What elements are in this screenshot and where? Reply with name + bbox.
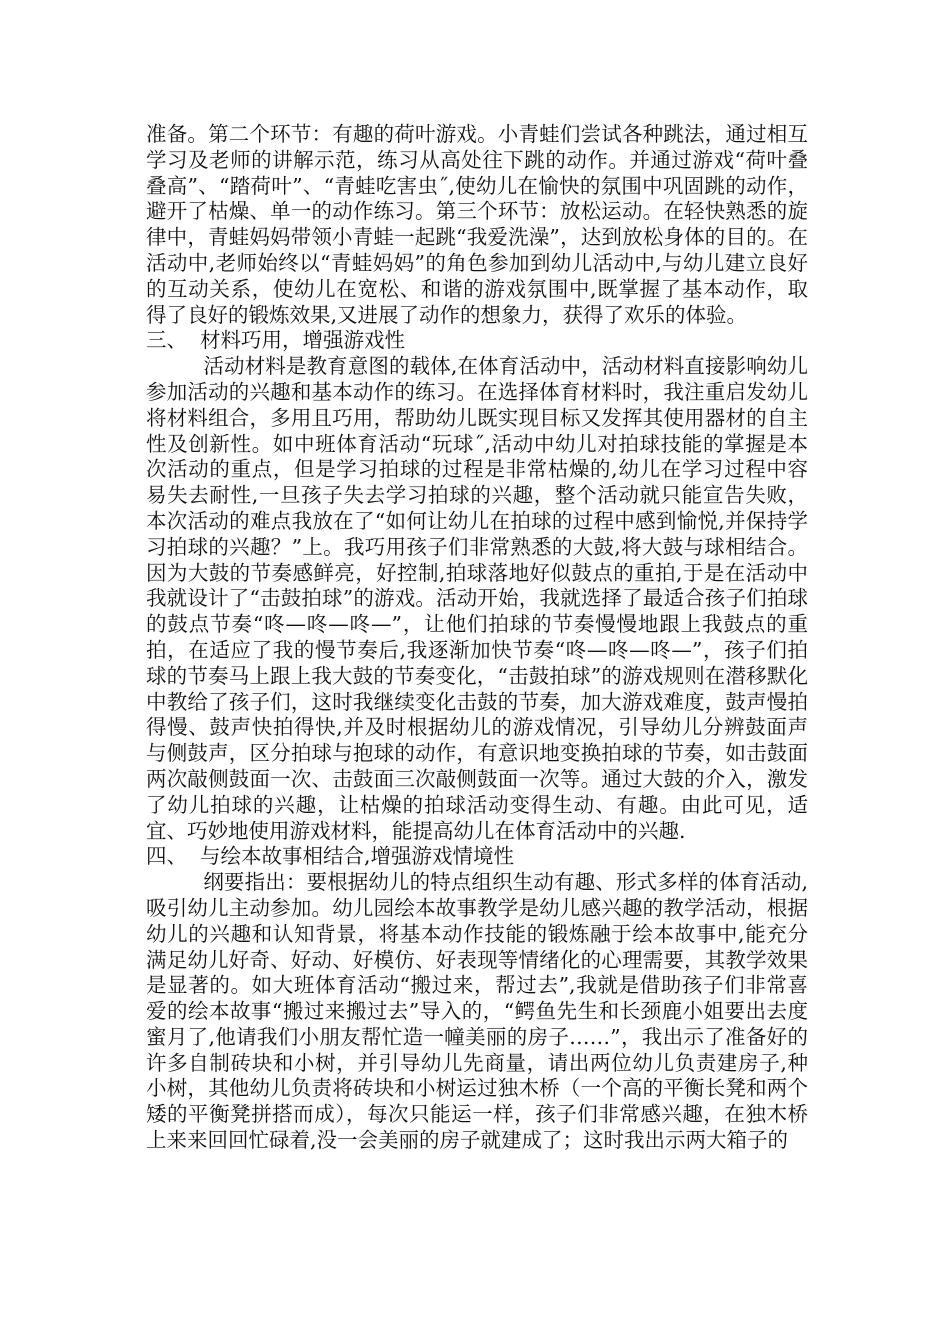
section-heading-picture-books: 四、 与绘本故事相结合,增强游戏情境性 — [146, 844, 515, 869]
paragraph-materials: 活动材料是教育意图的载体,在体育活动中，活动材料直接影响幼儿参加活动的兴趣和基本动作的练习。在选择体育材料时，我注重启发幼儿将材料组合，多用且巧用，帮助幼儿既实现目标又发挥其使用器材的自主性及创新性。如中班体育活动“玩球˝,活动中幼儿对拍球技能的掌握是本次活动的重点，但是学习拍球的过程是非常枯燥的,幼儿在学习过程中容易失去耐性,一旦孩子失去学习拍球的兴趣，整个活动就只能宣告失败，本次活动的难点我放在了“如何让幼儿在拍球的过程中感到愉悦,并保持学习拍球的兴趣？”上。我巧用孩子们非常熟悉的大鼓,将大鼓与球相结合。因为大鼓的节奏感鲜亮，好控制,拍球落地好似鼓点的重拍,于是在活动中我就设计了“击鼓拍球”的游戏。活动开始，我就选择了最适合孩子们拍球的鼓点节奏“咚—咚—咚—”，让他们拍球的节奏慢慢地跟上我鼓点的重拍，在适应了我的慢节奏后,我逐渐加快节奏“咚—咚—咚—”，孩子们拍球的节奏马上跟上我大鼓的节奏变化，“击鼓拍球”的游戏规则在潜移默化中教给了孩子们，这时我继续变化击鼓的节奏，加大游戏难度，鼓声慢拍得慢、鼓声快拍得快,并及时根据幼儿的游戏情况，引导幼儿分辨鼓面声与侧鼓声，区分拍球与抱球的动作，有意识地变换拍球的节奏，如击鼓面两次敲侧鼓面一次、击鼓面三次敲侧鼓面一次等。通过大鼓的介入，激发了幼儿拍球的兴趣，让枯燥的拍球活动变得生动、有趣。由此可见，适宜、巧妙地使用游戏材料，能提高幼儿在体育活动中的兴趣. — [146, 354, 808, 843]
section-heading-materials: 三、 材料巧用，增强游戏性 — [146, 328, 406, 353]
paragraph-picture-books: 纲要指出：要根据幼儿的特点组织生动有趣、形式多样的体育活动,吸引幼儿主动参加。幼儿园绘本故事教学是幼儿感兴趣的教学活动，根据幼儿的兴趣和认知背景，将基本动作技能的锻炼融于绘本故事中,能充分满足幼儿好奇、好动、好模仿、好表现等情绪化的心理需要，其教学效果是显著的。如大班体育活动“搬过来，帮过去”,我就是借助孩子们非常喜爱的绘本故事“搬过来搬过去”导入的，“鳄鱼先生和长颈鹿小姐要出去度蜜月了,他请我们小朋友帮忙造一幢美丽的房子……”，我出示了准备好的许多自制砖块和小树，并引导幼儿先商量，请出两位幼儿负责建房子,种小树，其他幼儿负责将砖块和小树运过独木桥（一个高的平衡长凳和两个矮的平衡凳拼搭而成），每次只能运一样，孩子们非常感兴趣，在独木桥上来来回回忙碌着,没一会美丽的房子就建成了；这时我出示两大箱子的 — [146, 870, 808, 1153]
document-body — [146, 122, 808, 1154]
paragraph-lotus-game: 准备。第二个环节：有趣的荷叶游戏。小青蛙们尝试各种跳法，通过相互学习及老师的讲解示范，练习从高处往下跳的动作。并通过游戏“荷叶叠叠高”、“踏荷叶”、“青蛙吃害虫˝,使幼儿在愉快的氛围中巩固跳的动作，避开了枯燥、单一的动作练习。第三个环节：放松运动。在轻快熟悉的旋律中，青蛙妈妈带领小青蛙一起跳“我爱洗澡”，达到放松身体的目的。在活动中,老师始终以“青蛙妈妈”的角色参加到幼儿活动中,与幼儿建立良好的互动关系，使幼儿在宽松、和谐的游戏氛围中,既掌握了基本动作，取得了良好的锻炼效果,又进展了动作的想象力，获得了欢乐的体验。 — [146, 122, 808, 327]
